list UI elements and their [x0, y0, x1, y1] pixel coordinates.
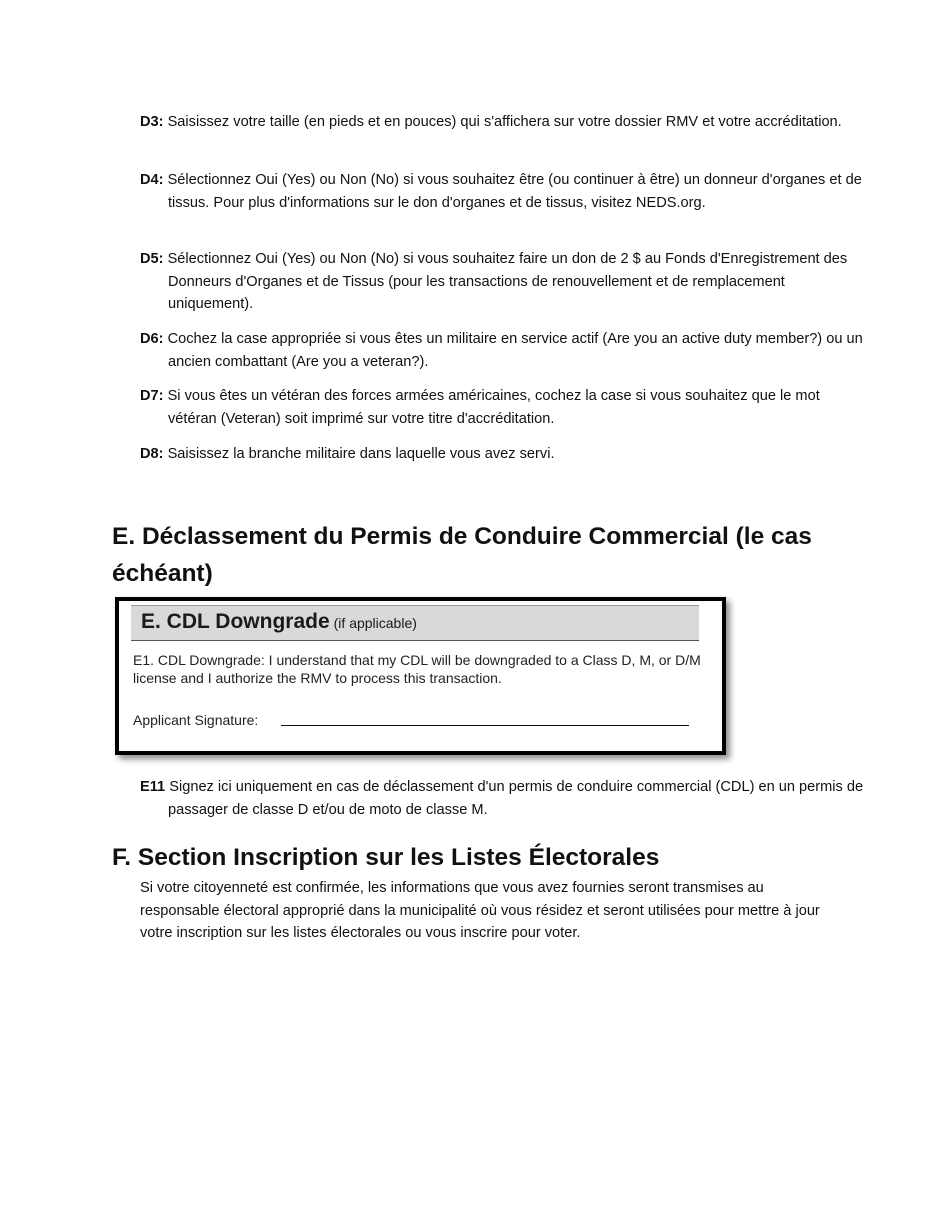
cdl-downgrade-form-image: [115, 597, 726, 755]
form-header-band: [131, 605, 699, 641]
instruction-d6: [140, 328, 868, 373]
instruction-code: D4:: [140, 172, 164, 188]
form-subtitle: (if applicable): [333, 615, 417, 631]
instruction-text: Saisissez votre taille (en pieds et en pouces) qui s'affichera sur votre dossier RMV et votre accréditation.: [167, 114, 842, 130]
instruction-text: Signez ici uniquement en cas de déclassement d'un permis de conduire commercial (CDL) en un permis de passager de classe D et/ou de moto de classe M.: [168, 779, 864, 818]
section-f-paragraph: Si votre citoyenneté est confirmée, les informations que vous avez fournies seront transmises au responsable électoral approprié dans la municipalité où vous résidez et seront utilisées pour mettre à jour votre inscription sur les listes électorales ou vous inscrire pour voter.: [140, 880, 820, 941]
instruction-code: D8:: [140, 446, 164, 462]
instruction-code: E11: [140, 779, 166, 795]
form-signature-label: Applicant Signature:: [133, 712, 259, 728]
section-f-heading: F. Section Inscription sur les Listes Électorales: [112, 844, 660, 871]
instruction-text: Cochez la case appropriée si vous êtes un militaire en service actif (Are you an active duty member?) ou un ancien combattant (Are you a veteran?).: [167, 331, 863, 370]
instruction-text: Si vous êtes un vétéran des forces armées américaines, cochez la case si vous souhaitez que le mot vétéran (Veteran) soit imprimé sur votre titre d'accréditation.: [167, 388, 820, 427]
instruction-e11: [140, 776, 868, 821]
instruction-code: D7:: [140, 388, 164, 404]
section-e-heading: E. Déclassement du Permis de Conduire Commercial (le cas échéant): [112, 523, 812, 587]
instruction-d3: [140, 111, 868, 134]
form-title-text: E. CDL Downgrade: [141, 610, 330, 633]
instruction-text: Sélectionnez Oui (Yes) ou Non (No) si vous souhaitez être (ou continuer à être) un donneur d'organes et de tissus. Pour plus d'informations sur le don d'organes et de tissus, visitez NEDS.org.: [167, 172, 862, 211]
instruction-d8: [140, 443, 868, 466]
instruction-text: Saisissez la branche militaire dans laquelle vous avez servi.: [167, 446, 555, 462]
instruction-code: D6:: [140, 331, 164, 347]
form-signature-line: [281, 725, 689, 726]
form-e1-text: E1. CDL Downgrade: I understand that my CDL will be downgraded to a Class D, M, or D/M license and I authorize the RMV to process this transaction.: [133, 652, 701, 686]
instruction-text: Sélectionnez Oui (Yes) ou Non (No) si vous souhaitez faire un don de 2 $ au Fonds d'Enregistrement des Donneurs d'Organes et de Tissus (pour les transactions de renouvellement et de remplacement uniquement).: [167, 251, 848, 312]
form-title: [141, 610, 417, 634]
instruction-d5: [140, 248, 868, 316]
instruction-code: D3:: [140, 114, 164, 130]
instruction-d7: [140, 385, 868, 430]
instruction-d4: [140, 169, 868, 214]
instruction-code: D5:: [140, 251, 164, 267]
